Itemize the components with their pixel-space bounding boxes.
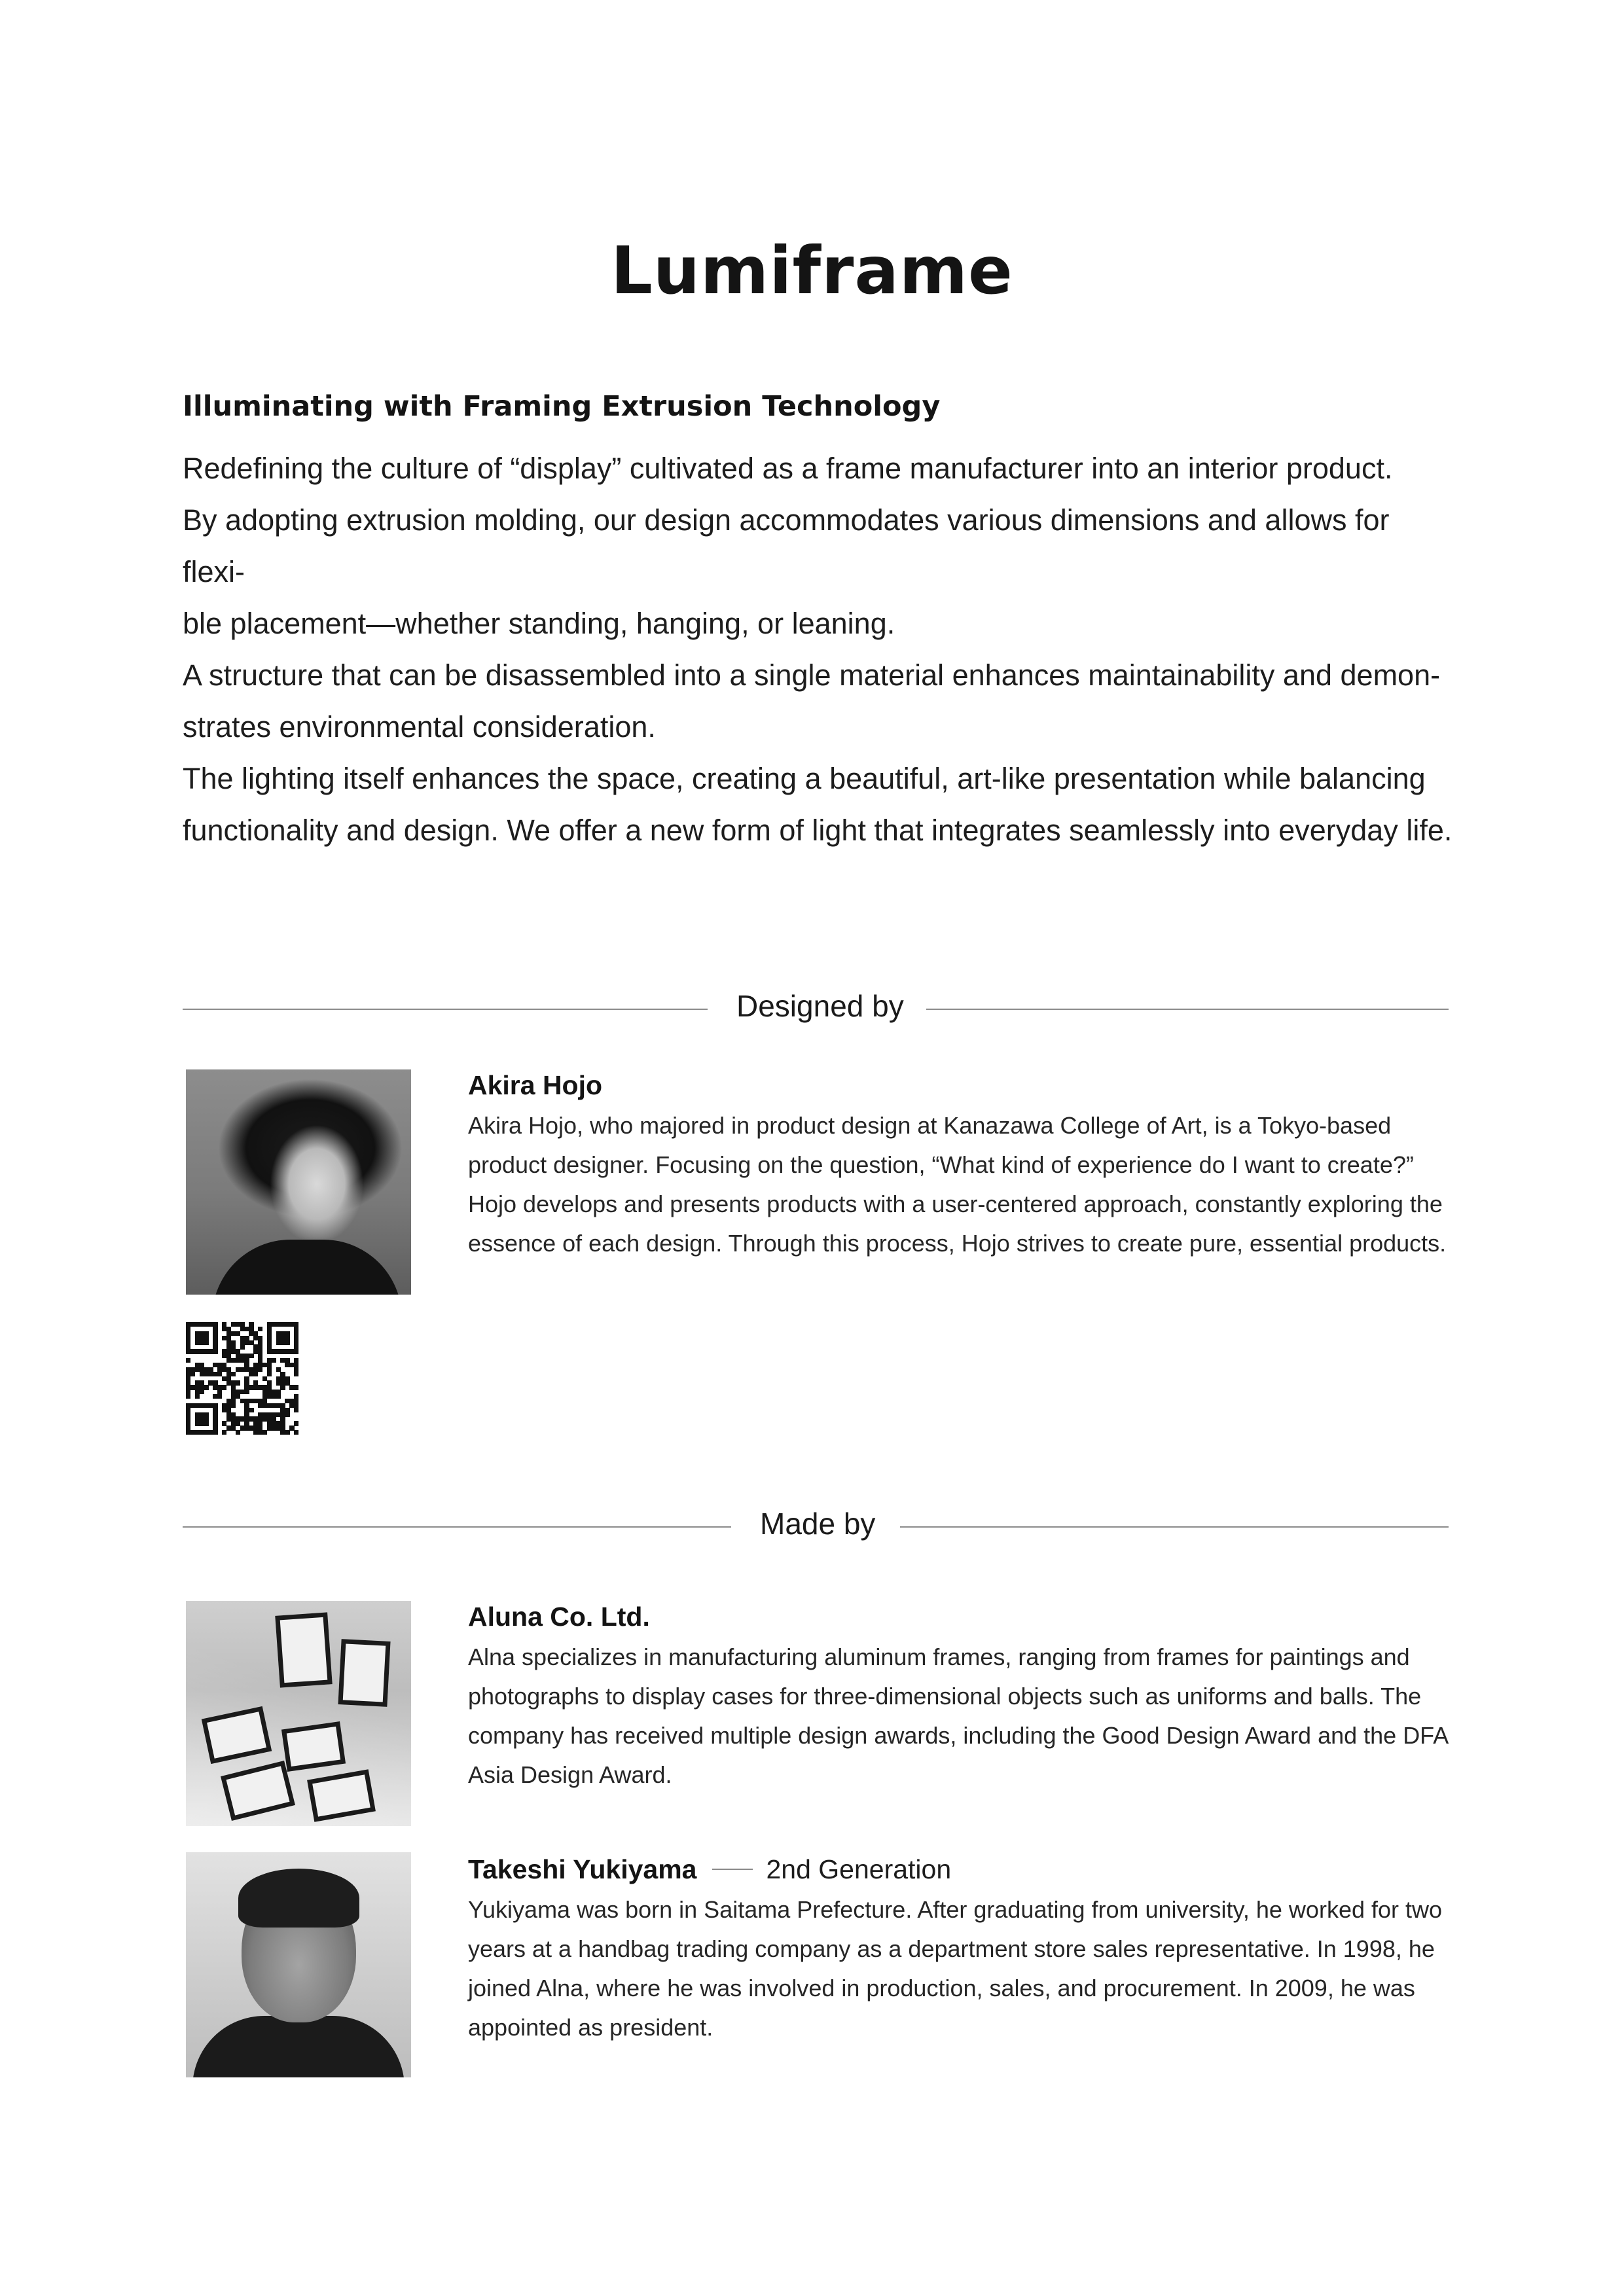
made-by-heading xyxy=(183,1506,1449,1545)
president-bio: Yukiyama was born in Saitama Prefecture. After graduating from university, he worked for two years at a handbag trading company as a department store sales representative. In 1998, he joined Alna, where he was involved in production, sales, and procurement. In 2009, he was appointed as president. xyxy=(468,1896,1443,2041)
dash-divider xyxy=(712,1869,753,1870)
designer-name: Akira Hojo xyxy=(468,1070,603,1100)
section-label: Designed by xyxy=(736,989,904,1023)
president-photo xyxy=(186,1852,411,2077)
company-bio: Alna specializes in manufacturing aluminum frames, ranging from frames for paintings and photographs to display cases for three-dimensional objects such as uniforms and balls. The company has received multiple design awards, including the Good Design Award and the DFA Asia Design Award. xyxy=(468,1643,1448,1788)
divider xyxy=(183,1009,708,1010)
designed-by-heading xyxy=(183,988,1449,1028)
page-title: Lumiframe xyxy=(611,232,1013,309)
qr-code[interactable] xyxy=(186,1322,298,1435)
president-name-row xyxy=(468,1850,1450,1889)
president-name: Takeshi Yukiyama xyxy=(468,1854,697,1884)
divider xyxy=(926,1009,1449,1010)
divider xyxy=(183,1526,731,1528)
designer-photo xyxy=(186,1069,411,1295)
company-photo xyxy=(186,1601,411,1826)
designer-entry xyxy=(468,1066,1450,1263)
intro-line: strates environmental consideration. xyxy=(183,710,656,744)
company-entry xyxy=(468,1597,1450,1795)
intro-line: A structure that can be disassembled into a single material enhances maintainability and demon- xyxy=(183,658,1441,692)
intro-text xyxy=(183,442,1459,856)
divider xyxy=(900,1526,1449,1528)
subtitle: Illuminating with Framing Extrusion Technology xyxy=(183,390,941,423)
president-role: 2nd Generation xyxy=(766,1854,952,1884)
designer-bio: Akira Hojo, who majored in product design at Kanazawa College of Art, is a Tokyo-based product designer. Focusing on the question, “What kind of experience do I want to create?” Hojo develops and presents products with a user-centered approach, constantly exploring the essence of each design. Through this process, Hojo strives to create pure, essential products. xyxy=(468,1112,1447,1257)
company-name: Aluna Co. Ltd. xyxy=(468,1602,650,1632)
intro-line: The lighting itself enhances the space, creating a beautiful, art-like presentation while balancing xyxy=(183,762,1426,795)
intro-line: By adopting extrusion molding, our design accommodates various dimensions and allows for flexi- xyxy=(183,503,1390,588)
intro-line: Redefining the culture of “display” cultivated as a frame manufacturer into an interior product. xyxy=(183,452,1393,485)
intro-line: ble placement—whether standing, hanging, or leaning. xyxy=(183,607,895,640)
president-entry xyxy=(468,1850,1450,2047)
section-label: Made by xyxy=(760,1507,876,1541)
intro-line: functionality and design. We offer a new form of light that integrates seamlessly into everyday life. xyxy=(183,814,1453,847)
